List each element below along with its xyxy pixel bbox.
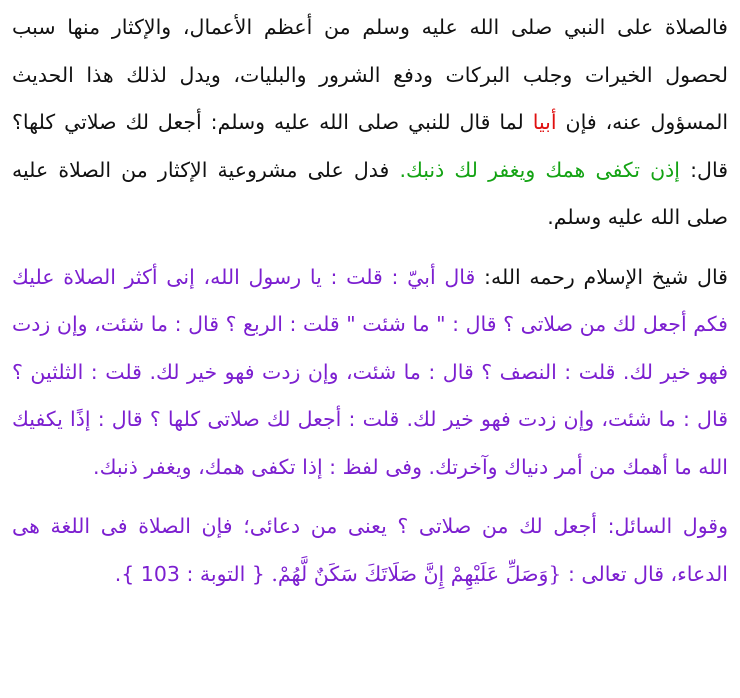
paragraph-1-text-a: فالصلاة على النبي صلى الله عليه وسلم من أعظم الأعمال، والإكثار منها سبب لحصول الخيرات وجلب البركات ودفع الشرور والبليات، ويدل لذلك هذا الحديث المسؤول عنه، فإن <box>12 15 729 134</box>
verse-reference: { التوبة : 103 }. <box>114 561 272 586</box>
paragraph-1-text-b: لما قال للنبي صلى الله عليه وسلم: أجعل لك صلاتي كلها؟ قال: <box>12 110 728 182</box>
paragraph-1 <box>12 4 728 242</box>
paragraph-1-text-c: فدل على مشروعية الإكثار من الصلاة عليه صلى الله عليه وسلم. <box>12 157 728 229</box>
hadith-answer: إذن تكفى همك ويغفر لك ذنبك. <box>399 157 680 182</box>
name-highlight: أبيا <box>532 110 557 134</box>
quran-verse: {وَصَلِّ عَلَيْهِمْ إِنَّ صَلَاتَكَ سَكَنٌ لَّهُمْ. <box>271 561 562 586</box>
paragraph-2-quote: قال أبيّ : قلت : يا رسول الله، إنى أكثر الصلاة عليك فكم أجعل لك من صلاتى ؟ قال : " ما شئت " قلت : الربع ؟ قال : ما شئت، وإن زدت فهو خير لك. قلت : النصف ؟ قال : ما شئت، وإن زدت فهو خير لك. قلت : الثلثين ؟ قال : ما شئت، وإن زدت فهو خير لك. قلت : أجعل لك صلاتى كلها ؟ قال : إذًا يكفيك الله ما أهمك من أمر دنياك وآخرتك. وفى لفظ : إذا تكفى همك، ويغفر ذنبك. <box>12 264 728 479</box>
paragraph-3 <box>12 503 728 598</box>
paragraph-2 <box>12 254 728 492</box>
paragraph-2-intro: قال شيخ الإسلام رحمه الله: <box>475 264 728 289</box>
paragraph-3-text: وقول السائل: أجعل لك من صلاتى ؟ يعنى من دعائى؛ فإن الصلاة فى اللغة هى الدعاء، قال تعالى : <box>12 514 728 586</box>
